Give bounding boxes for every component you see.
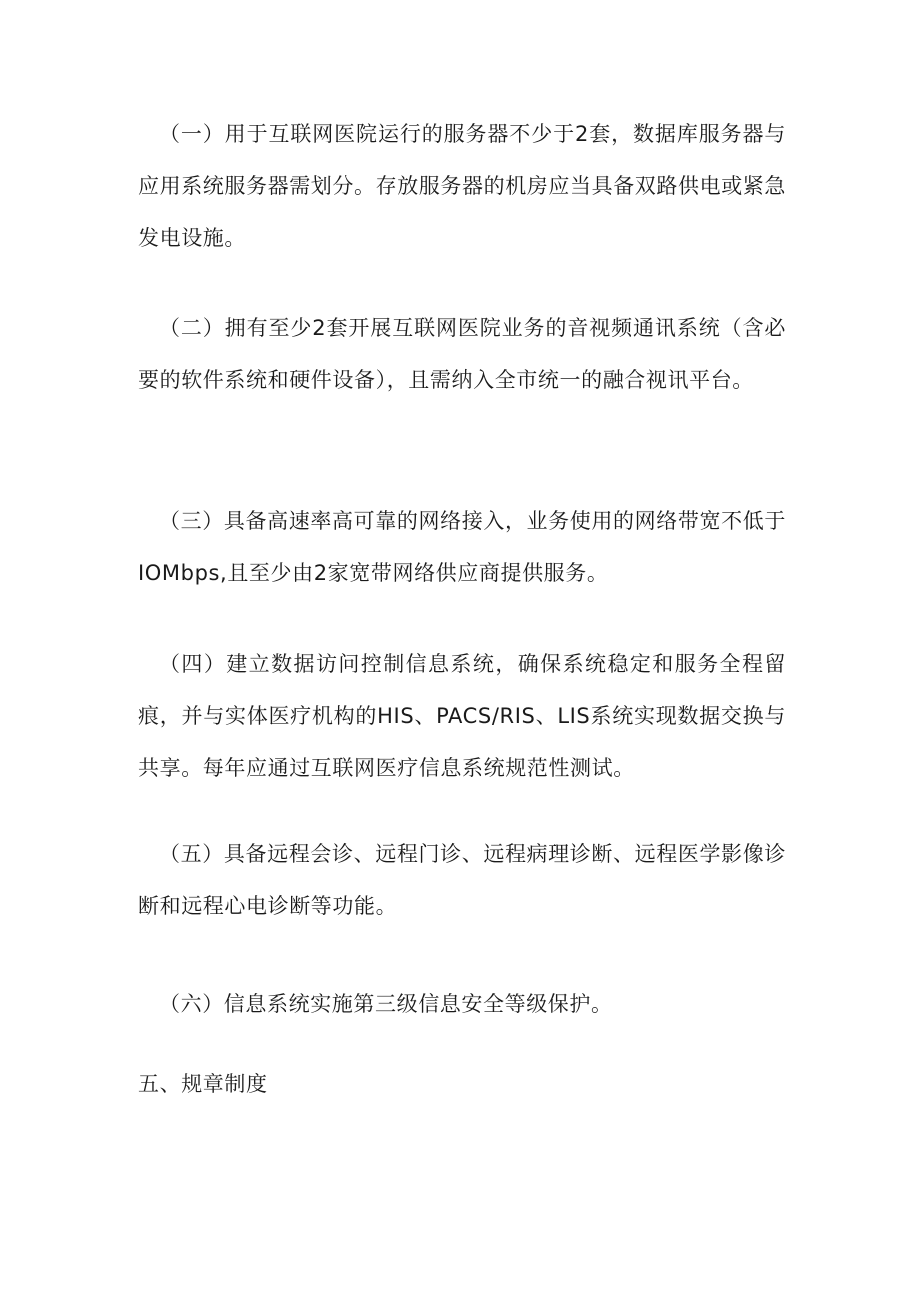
paragraph-security-level: （六）信息系统实施第三级信息安全等级保护。 xyxy=(159,992,613,1016)
paragraph-network: （三）具备高速率高可靠的网络接入，业务使用的网络带宽不低于IOMbps,且至少由2家宽带网络供应商提供服务。 xyxy=(138,509,786,585)
paragraph-remote-functions: （五）具备远程会诊、远程门诊、远程病理诊断、远程医学影像诊断和远程心电诊断等功能。 xyxy=(138,842,786,918)
paragraph-av-system: （二）拥有至少2套开展互联网医院业务的音视频通讯系统（含必要的软件系统和硬件设备），且需纳入全市统一的融合视讯平台。 xyxy=(138,316,786,392)
section-heading: 五、规章制度 xyxy=(138,1072,268,1096)
paragraph-servers: （一）用于互联网医院运行的服务器不少于2套，数据库服务器与应用系统服务器需划分。存放服务器的机房应当具备双路供电或紧急发电设施。 xyxy=(138,122,786,250)
paragraph-data-access: （四）建立数据访问控制信息系统，确保系统稳定和服务全程留痕，并与实体医疗机构的HIS、PACS/RIS、LIS系统实现数据交换与共享。每年应通过互联网医疗信息系统规范性测试。 xyxy=(138,652,786,780)
